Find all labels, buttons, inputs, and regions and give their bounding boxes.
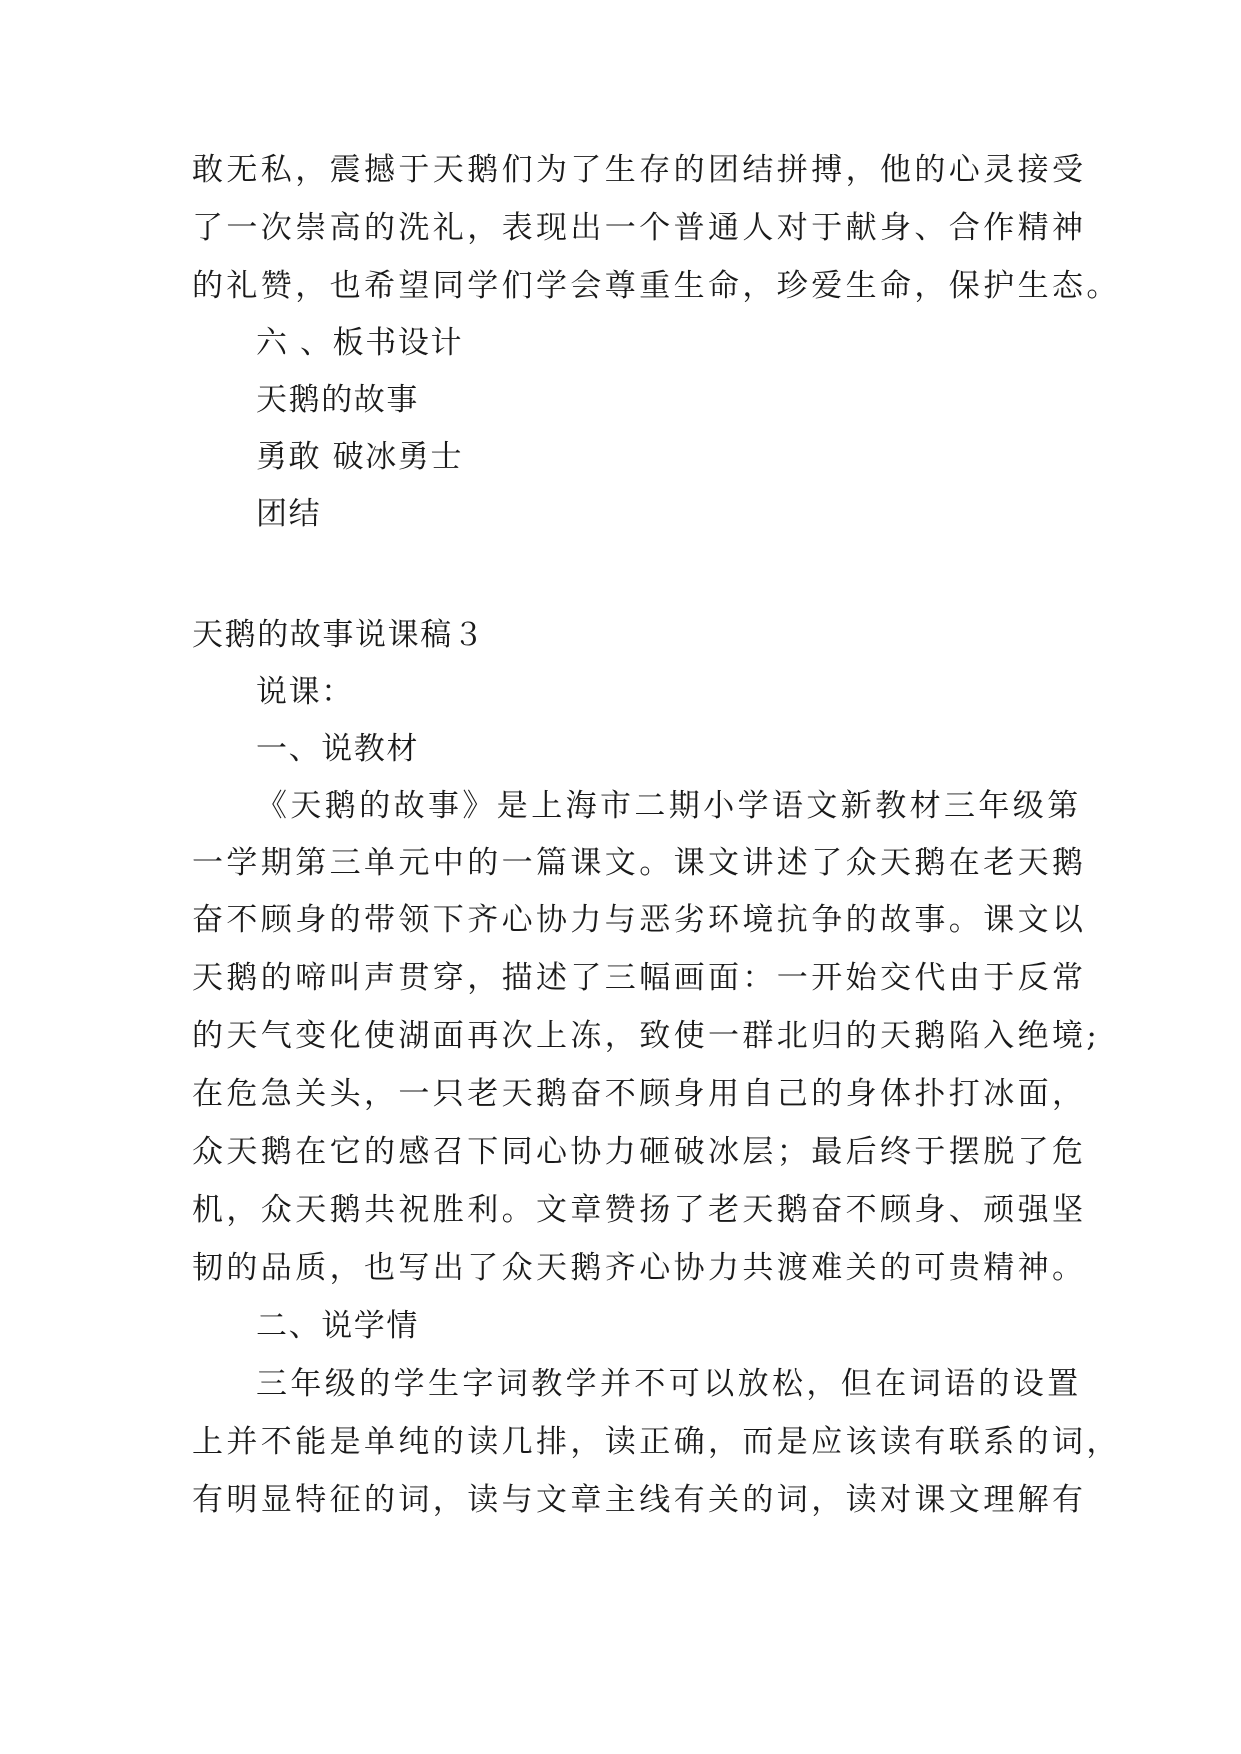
- board-design-line: 团结: [256, 496, 322, 532]
- paragraph-line: 了一次崇高的洗礼，表现出一个普通人对于献身、合作精神: [192, 210, 1087, 246]
- paragraph-line: 在危急关头，一只老天鹅奋不顾身用自己的身体扑打冰面，: [192, 1076, 1087, 1112]
- board-design-line: 天鹅的故事: [256, 382, 419, 418]
- paragraph-line: 一学期第三单元中的一篇课文。课文讲述了众天鹅在老天鹅: [192, 845, 1087, 881]
- paragraph-line: 《天鹅的故事》是上海市二期小学语文新教材三年级第: [256, 788, 1082, 824]
- section-heading-board-design: 六 、板书设计: [256, 325, 464, 361]
- intro-label: 说课：: [256, 674, 354, 710]
- paragraph-line: 三年级的学生字词教学并不可以放松，但在词语的设置: [256, 1366, 1082, 1402]
- board-design-line: 勇敢 破冰勇士: [256, 439, 464, 475]
- paragraph-line: 上并不能是单纯的读几排，读正确，而是应该读有联系的词，: [192, 1424, 1121, 1460]
- paragraph-line: 奋不顾身的带领下齐心协力与恶劣环境抗争的故事。课文以: [192, 902, 1087, 938]
- section-heading-students: 二、说学情: [256, 1308, 419, 1344]
- paragraph-line: 天鹅的啼叫声贯穿，描述了三幅画面：一开始交代由于反常: [192, 960, 1087, 996]
- paragraph-line: 的礼赞，也希望同学们学会尊重生命，珍爱生命，保护生态。: [192, 268, 1121, 304]
- paragraph-line: 敢无私，震撼于天鹅们为了生存的团结拼搏，他的心灵接受: [192, 152, 1087, 188]
- section-heading-textbook: 一、说教材: [256, 731, 419, 767]
- paragraph-line: 众天鹅在它的感召下同心协力砸破冰层；最后终于摆脱了危: [192, 1134, 1087, 1170]
- document-title: 天鹅的故事说课稿３: [192, 617, 486, 653]
- paragraph-line: 的天气变化使湖面再次上冻，致使一群北归的天鹅陷入绝境;: [192, 1018, 1101, 1054]
- paragraph-line: 有明显特征的词，读与文章主线有关的词，读对课文理解有: [192, 1482, 1087, 1518]
- paragraph-line: 机，众天鹅共祝胜利。文章赞扬了老天鹅奋不顾身、顽强坚: [192, 1192, 1087, 1228]
- paragraph-line: 韧的品质，也写出了众天鹅齐心协力共渡难关的可贵精神。: [192, 1250, 1087, 1286]
